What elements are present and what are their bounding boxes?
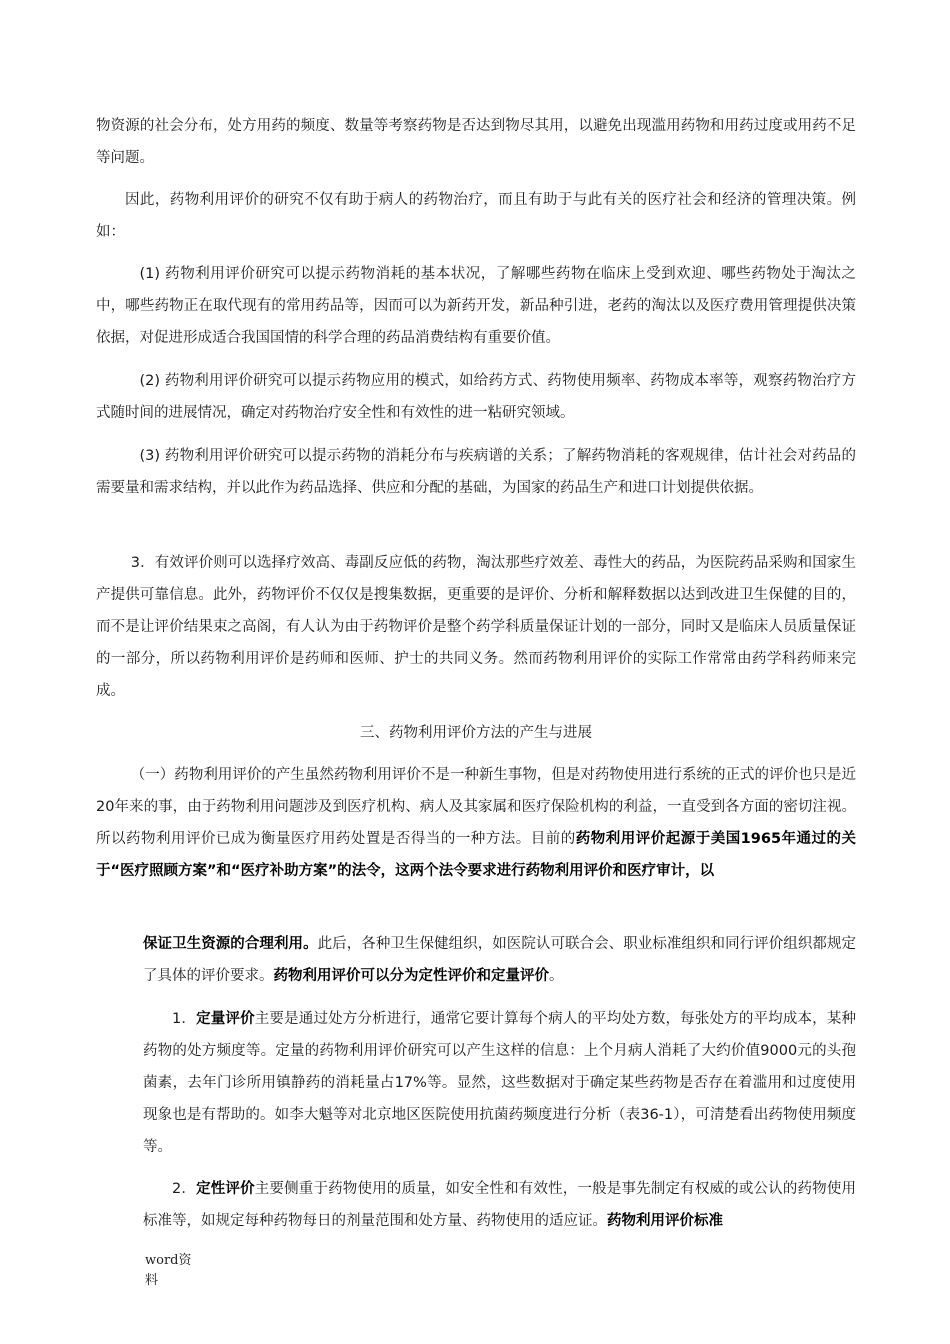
quantitative-number: 1． bbox=[172, 1011, 197, 1027]
page-footer bbox=[145, 1251, 205, 1291]
quantitative-term: 定量评价 bbox=[196, 1011, 255, 1027]
guarantee-text: 此后，各种卫生保健组织，如医院认可联合会、职业标准组织和同行评价组织都规定了具体的评价要求。 bbox=[143, 936, 856, 984]
paragraph-therefore: 因此，药物利用评价的研究不仅有助于病人的药物治疗，而且有助于与此有关的医疗社会和经济的管理决策。例如： bbox=[96, 192, 856, 240]
paragraph-item-1: (1) 药物利用评价研究可以提示药物消耗的基本状况，了解哪些药物在临床上受到欢迎、哪些药物处于淘汰之中，哪些药物正在取代现有的常用药品等，因而可以为新药开发，新品种引进，老药的淘汰以及医疗费用管理提供决策依据，对促进形成适合我国国情的科学合理的药品消费结构有重要价值。 bbox=[96, 266, 856, 346]
quantitative-text: 主要是通过处方分析进行，通常它要计算每个病人的平均处方数，每张处方的平均成本，某种药物的处方频度等。定量的药物利用评价研究可以产生这样的信息：上个月病人消耗了大约价值9000元的头孢菌素，去年门诊所用镇静药的消耗量占17%等。显然，这些数据对于确定某些药物是否存在着滥用和过度使用现象也是有帮助的。如李大魁等对北京地区医院使用抗菌药频度进行分析（表36-1），可清楚看出药物使用频度等。 bbox=[143, 1011, 857, 1155]
qualitative-term: 定性评价 bbox=[196, 1181, 255, 1197]
origin-text: （一）药物利用评价的产生虽然药物利用评价不是一种新生事物，但是对药物使用进行系统的正式的评价也只是近20年来的事，由于药物利用问题涉及到医疗机构、病人及其家属和医疗保险机构的利益，一直受到各方面的密切注视。所以药物利用评价已成为衡量医疗用药处置是否得当的一种方法。目前的 bbox=[96, 767, 856, 847]
qualitative-number: 2． bbox=[172, 1181, 197, 1197]
footer-line-2: 料 bbox=[145, 1273, 159, 1288]
footer-line-1: word资 bbox=[145, 1253, 192, 1268]
section-heading: 三、药物利用评价方法的产生与进展 bbox=[360, 725, 592, 741]
guarantee-bold-text: 保证卫生资源的合理利用。 bbox=[143, 936, 318, 952]
paragraph-item-3: (3) 药物利用评价研究可以提示药物的消耗分布与疾病谱的关系；了解药物消耗的客观规律，估计社会对药品的需要量和需求结构，并以此作为药品选择、供应和分配的基础，为国家的药品生产和进口计划提供依据。 bbox=[96, 448, 856, 496]
paragraph-qualitative bbox=[143, 1173, 856, 1237]
paragraph-item-2: (2) 药物利用评价研究可以提示药物应用的模式，如给药方式、药物使用频率、药物成本率等，观察药物治疗方式随时间的进展情况，确定对药物治疗安全性和有效性的进一粘研究领域。 bbox=[96, 373, 856, 421]
origin-bold-text: 药物利用评价起源于美国1965年通过的关于“医疗照顾方案”和“医疗补助方案”的法令，这两个法令要求进行药物利用评价和医疗审计，以 bbox=[96, 831, 857, 879]
paragraph-quantitative bbox=[143, 1003, 856, 1163]
paragraph-effective-evaluation: 3．有效评价则可以选择疗效高、毒副反应低的药物，淘汰那些疗效差、毒性大的药品，为医院药品采购和国家生产提供可靠信息。此外，药物评价不仅仅是搜集数据，更重要的是评价、分析和解释数据以达到改进卫生保健的目的，而不是让评价结果束之高阁，有人认为由于药物评价是整个药学科质量保证计划的一部分，同时又是临床人员质量保证的一部分，所以药物利用评价是药师和医师、护士的共同义务。然而药物利用评价的实际工作常常由药学科药师来完成。 bbox=[96, 555, 856, 699]
paragraph-guarantee bbox=[143, 928, 856, 992]
qualitative-standard-bold: 药物利用评价标准 bbox=[607, 1213, 723, 1229]
paragraph-intro-continued: 物资源的社会分布，处方用药的频度、数量等考察药物是否达到物尽其用，以避免出现滥用药物和用药过度或用药不足等问题。 bbox=[96, 118, 856, 166]
paragraph-origin bbox=[96, 759, 856, 887]
qualitative-text: 主要侧重于药物使用的质量，如安全性和有效性，一般是事先制定有权威的或公认的药物使用标准等，如规定每种药物每日的剂量范围和处方量、药物使用的适应证。 bbox=[143, 1181, 857, 1229]
classification-end: 。 bbox=[549, 968, 564, 984]
classification-bold-text: 药物利用评价可以分为定性评价和定量评价 bbox=[273, 968, 549, 984]
